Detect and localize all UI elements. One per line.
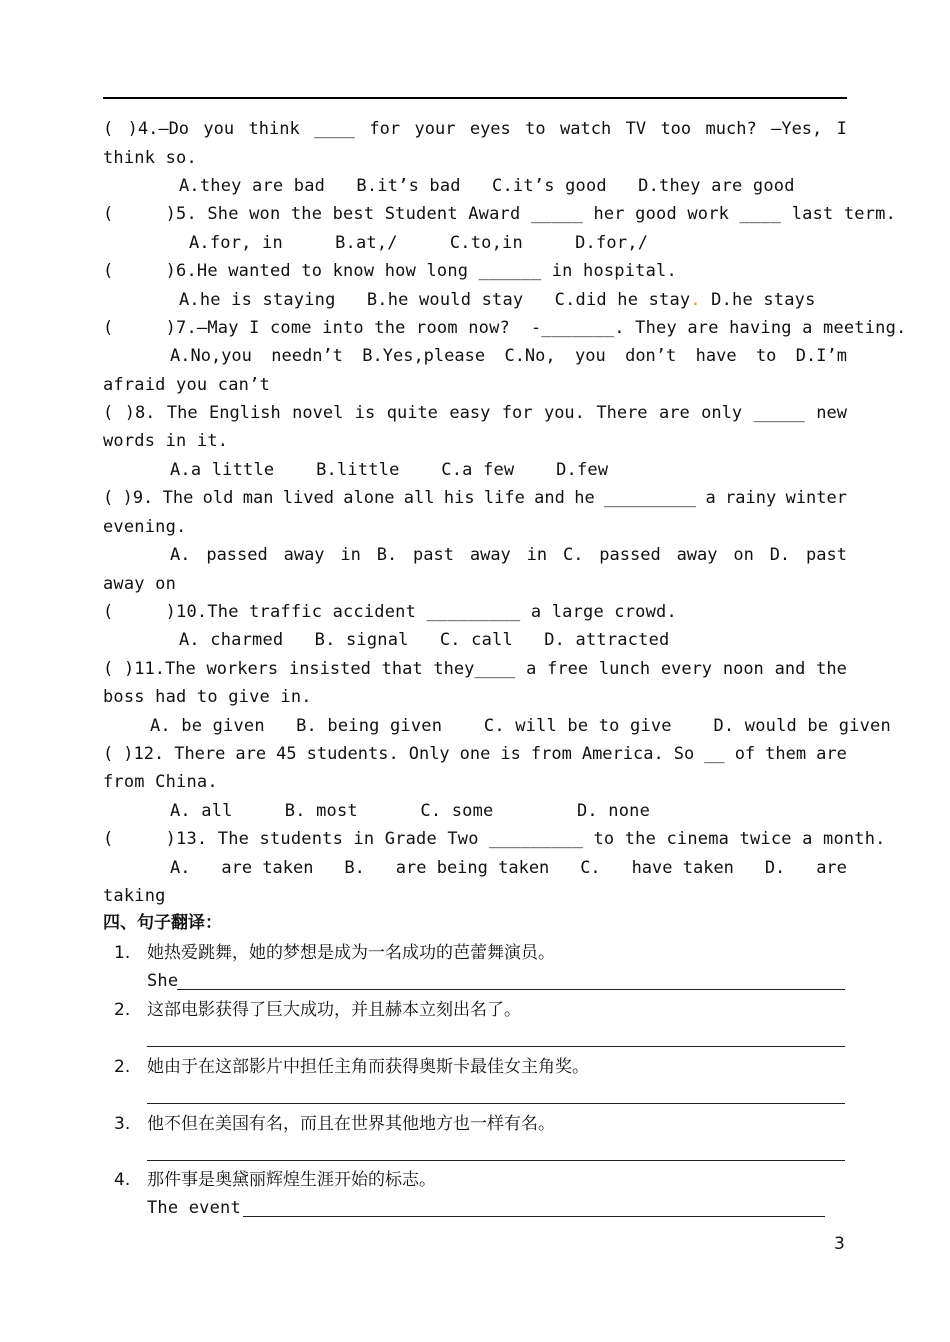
word: workers	[206, 659, 279, 679]
word: )11.The	[124, 659, 196, 679]
q10-stem: ( )10.The traffic accident _________ a large crowd.	[103, 602, 677, 622]
word: _____	[753, 403, 805, 423]
word: they____	[433, 659, 516, 679]
word: (	[103, 744, 114, 764]
word: new	[816, 403, 847, 423]
word: lunch	[598, 659, 651, 679]
word: passed	[206, 545, 268, 565]
answer-blank[interactable]	[147, 1160, 845, 1161]
answer-blank[interactable]	[147, 1103, 845, 1104]
q11-stem-line2: boss had to give in.	[103, 687, 312, 707]
word: A.	[170, 858, 191, 878]
word: The	[166, 403, 198, 423]
word: D.	[769, 545, 791, 565]
word: and	[774, 659, 806, 679]
word: TV	[625, 119, 647, 139]
word: )8.	[124, 403, 156, 423]
word: old	[202, 488, 234, 508]
q7-options-line2: afraid you can’t	[103, 375, 270, 395]
word: A.	[170, 545, 191, 565]
word: a	[526, 659, 537, 679]
q9-options-line2: away on	[103, 574, 177, 594]
translation-heading: 四、句子翻译：	[103, 913, 222, 933]
word: for	[369, 119, 401, 139]
q9-options-line1	[170, 545, 847, 565]
q13-options-line2: taking	[103, 886, 166, 906]
q5-stem: ( )5. She won the best Student Award _____ her good work ____ last term.	[103, 204, 897, 224]
word: lived	[282, 488, 334, 508]
word: ____	[314, 119, 356, 139]
word: you	[575, 346, 606, 366]
answer-blank[interactable]	[147, 1046, 845, 1047]
word: A.No,you	[170, 346, 252, 366]
word: (	[103, 488, 114, 508]
word: free	[547, 659, 589, 679]
word: only	[701, 403, 743, 423]
word: )9.	[122, 488, 154, 508]
item-number: 2.	[114, 1000, 131, 1020]
item-number: 4.	[114, 1170, 131, 1190]
answer-prefix: The event	[147, 1198, 241, 1218]
word: B.Yes,please	[362, 346, 486, 366]
q11-stem-line1	[103, 659, 847, 679]
word: away	[469, 545, 511, 565]
word: noon	[722, 659, 764, 679]
word: have taken	[631, 858, 734, 878]
q4-options: A.they are bad B.it’s bad C.it’s good D.they are good	[179, 176, 795, 196]
word: needn’t	[271, 346, 343, 366]
word: the	[816, 659, 847, 679]
word: English	[209, 403, 281, 423]
word: from	[530, 744, 572, 764]
answer-blank[interactable]	[243, 1216, 825, 1217]
word: much?	[705, 119, 757, 139]
q12-options: A. all B. most C. some D. none	[170, 801, 651, 821]
q6-stem: ( )6.He wanted to know how long ______ in hospital.	[103, 261, 677, 281]
word: I	[836, 119, 847, 139]
word: D.I’m	[795, 346, 847, 366]
word: in	[526, 545, 548, 565]
word: think	[248, 119, 300, 139]
word: B.	[376, 545, 398, 565]
q13-stem: ( )13. The students in Grade Two _________ to the cinema twice a month.	[103, 829, 886, 849]
item-chinese: 她由于在这部影片中担任主角而获得奥斯卡最佳女主角奖。	[147, 1057, 589, 1077]
word: B.	[344, 858, 365, 878]
word: alone	[343, 488, 395, 508]
item-chinese: 那件事是奥黛丽辉煌生涯开始的标志。	[147, 1170, 436, 1190]
q12-stem-line1	[103, 744, 847, 764]
word: insisted	[288, 659, 371, 679]
word: away	[283, 545, 325, 565]
word: Only	[408, 744, 450, 764]
word: past	[413, 545, 454, 565]
q6-options: A.he is staying B.he would stay C.did he stay. D.he stays	[179, 290, 816, 310]
q8-stem-line1	[103, 403, 847, 423]
word: C.	[562, 545, 584, 565]
word: one	[459, 744, 491, 764]
item-chinese: 他不但在美国有名，而且在世界其他地方也一样有名。	[147, 1114, 555, 1134]
word: to	[755, 346, 777, 366]
q4-stem-line1	[103, 119, 847, 139]
word: he	[574, 488, 595, 508]
word: are	[235, 744, 267, 764]
word: quite	[386, 403, 438, 423]
q11-options: A. be given B. being given C. will be to give D. would be given	[150, 716, 891, 736]
word: away	[676, 545, 718, 565]
item-number: 1.	[114, 943, 131, 963]
word: There	[596, 403, 648, 423]
header-rule	[103, 97, 847, 99]
word: to	[525, 119, 546, 139]
q7-stem: ( )7.—May I come into the room now? -_______. They are having a meeting.	[103, 318, 907, 338]
q10-options: A. charmed B. signal C. call D. attracted	[179, 630, 670, 650]
word: There	[174, 744, 226, 764]
word: C.	[580, 858, 601, 878]
word: students.	[306, 744, 399, 764]
word: The	[162, 488, 194, 508]
word: )4.—Do	[127, 119, 190, 139]
word: __	[704, 744, 725, 764]
word: D.	[764, 858, 786, 878]
answer-blank[interactable]	[177, 989, 845, 990]
word: all	[403, 488, 435, 508]
word: (	[103, 403, 114, 423]
word: of	[734, 744, 756, 764]
word: in	[340, 545, 361, 565]
word: (	[103, 659, 114, 679]
word: are	[659, 403, 690, 423]
word: his	[443, 488, 475, 508]
word: you	[203, 119, 235, 139]
word: every	[660, 659, 713, 679]
word: life	[483, 488, 525, 508]
word: 45	[276, 744, 297, 764]
q5-options: A.for, in B.at,/ C.to,in D.for,/	[189, 233, 649, 253]
word: have	[695, 346, 737, 366]
word: winter	[785, 488, 847, 508]
word: and	[534, 488, 565, 508]
word: (	[103, 119, 114, 139]
word: are	[816, 744, 847, 764]
word: So	[673, 744, 695, 764]
word: watch	[560, 119, 612, 139]
q8-options: A.a little B.little C.a few D.few	[170, 460, 609, 480]
word: easy	[449, 403, 491, 423]
word: rainy	[725, 488, 777, 508]
word: passed	[599, 545, 661, 565]
word: eyes	[469, 119, 511, 139]
item-chinese: 这部电影获得了巨大成功，并且赫本立刻出名了。	[147, 1000, 521, 1020]
q4-stem-line2: think so.	[103, 148, 197, 168]
word: are being taken	[395, 858, 550, 878]
word: you.	[543, 403, 585, 423]
word: a	[705, 488, 716, 508]
word: don’t	[625, 346, 677, 366]
q8-stem-line2: words in it.	[103, 431, 229, 451]
word: –Yes,	[771, 119, 823, 139]
item-chinese: 她热爱跳舞，她的梦想是成为一名成功的芭蕾舞演员。	[147, 943, 555, 963]
q9-stem-line1	[103, 488, 847, 508]
word: too	[660, 119, 692, 139]
q13-options-line1	[170, 858, 847, 878]
word: novel	[292, 403, 344, 423]
word: _________	[604, 488, 697, 508]
word: on	[733, 545, 754, 565]
word: your	[414, 119, 456, 139]
word: is	[354, 403, 376, 423]
q7-options-line1	[170, 346, 847, 366]
word: America.	[581, 744, 664, 764]
word: are	[816, 858, 847, 878]
word: are taken	[221, 858, 314, 878]
page-number: 3	[834, 1234, 845, 1254]
word: C.No,	[504, 346, 556, 366]
word: that	[381, 659, 423, 679]
word: is	[500, 744, 521, 764]
word: past	[806, 545, 847, 565]
q9-stem-line2: evening.	[103, 517, 187, 537]
item-number: 3.	[114, 1114, 131, 1134]
item-number: 2.	[114, 1057, 131, 1077]
word: )12.	[123, 744, 165, 764]
word: for	[501, 403, 533, 423]
word: man	[242, 488, 274, 508]
q12-stem-line2: from China.	[103, 772, 218, 792]
word: them	[765, 744, 807, 764]
answer-prefix: She	[147, 971, 179, 991]
